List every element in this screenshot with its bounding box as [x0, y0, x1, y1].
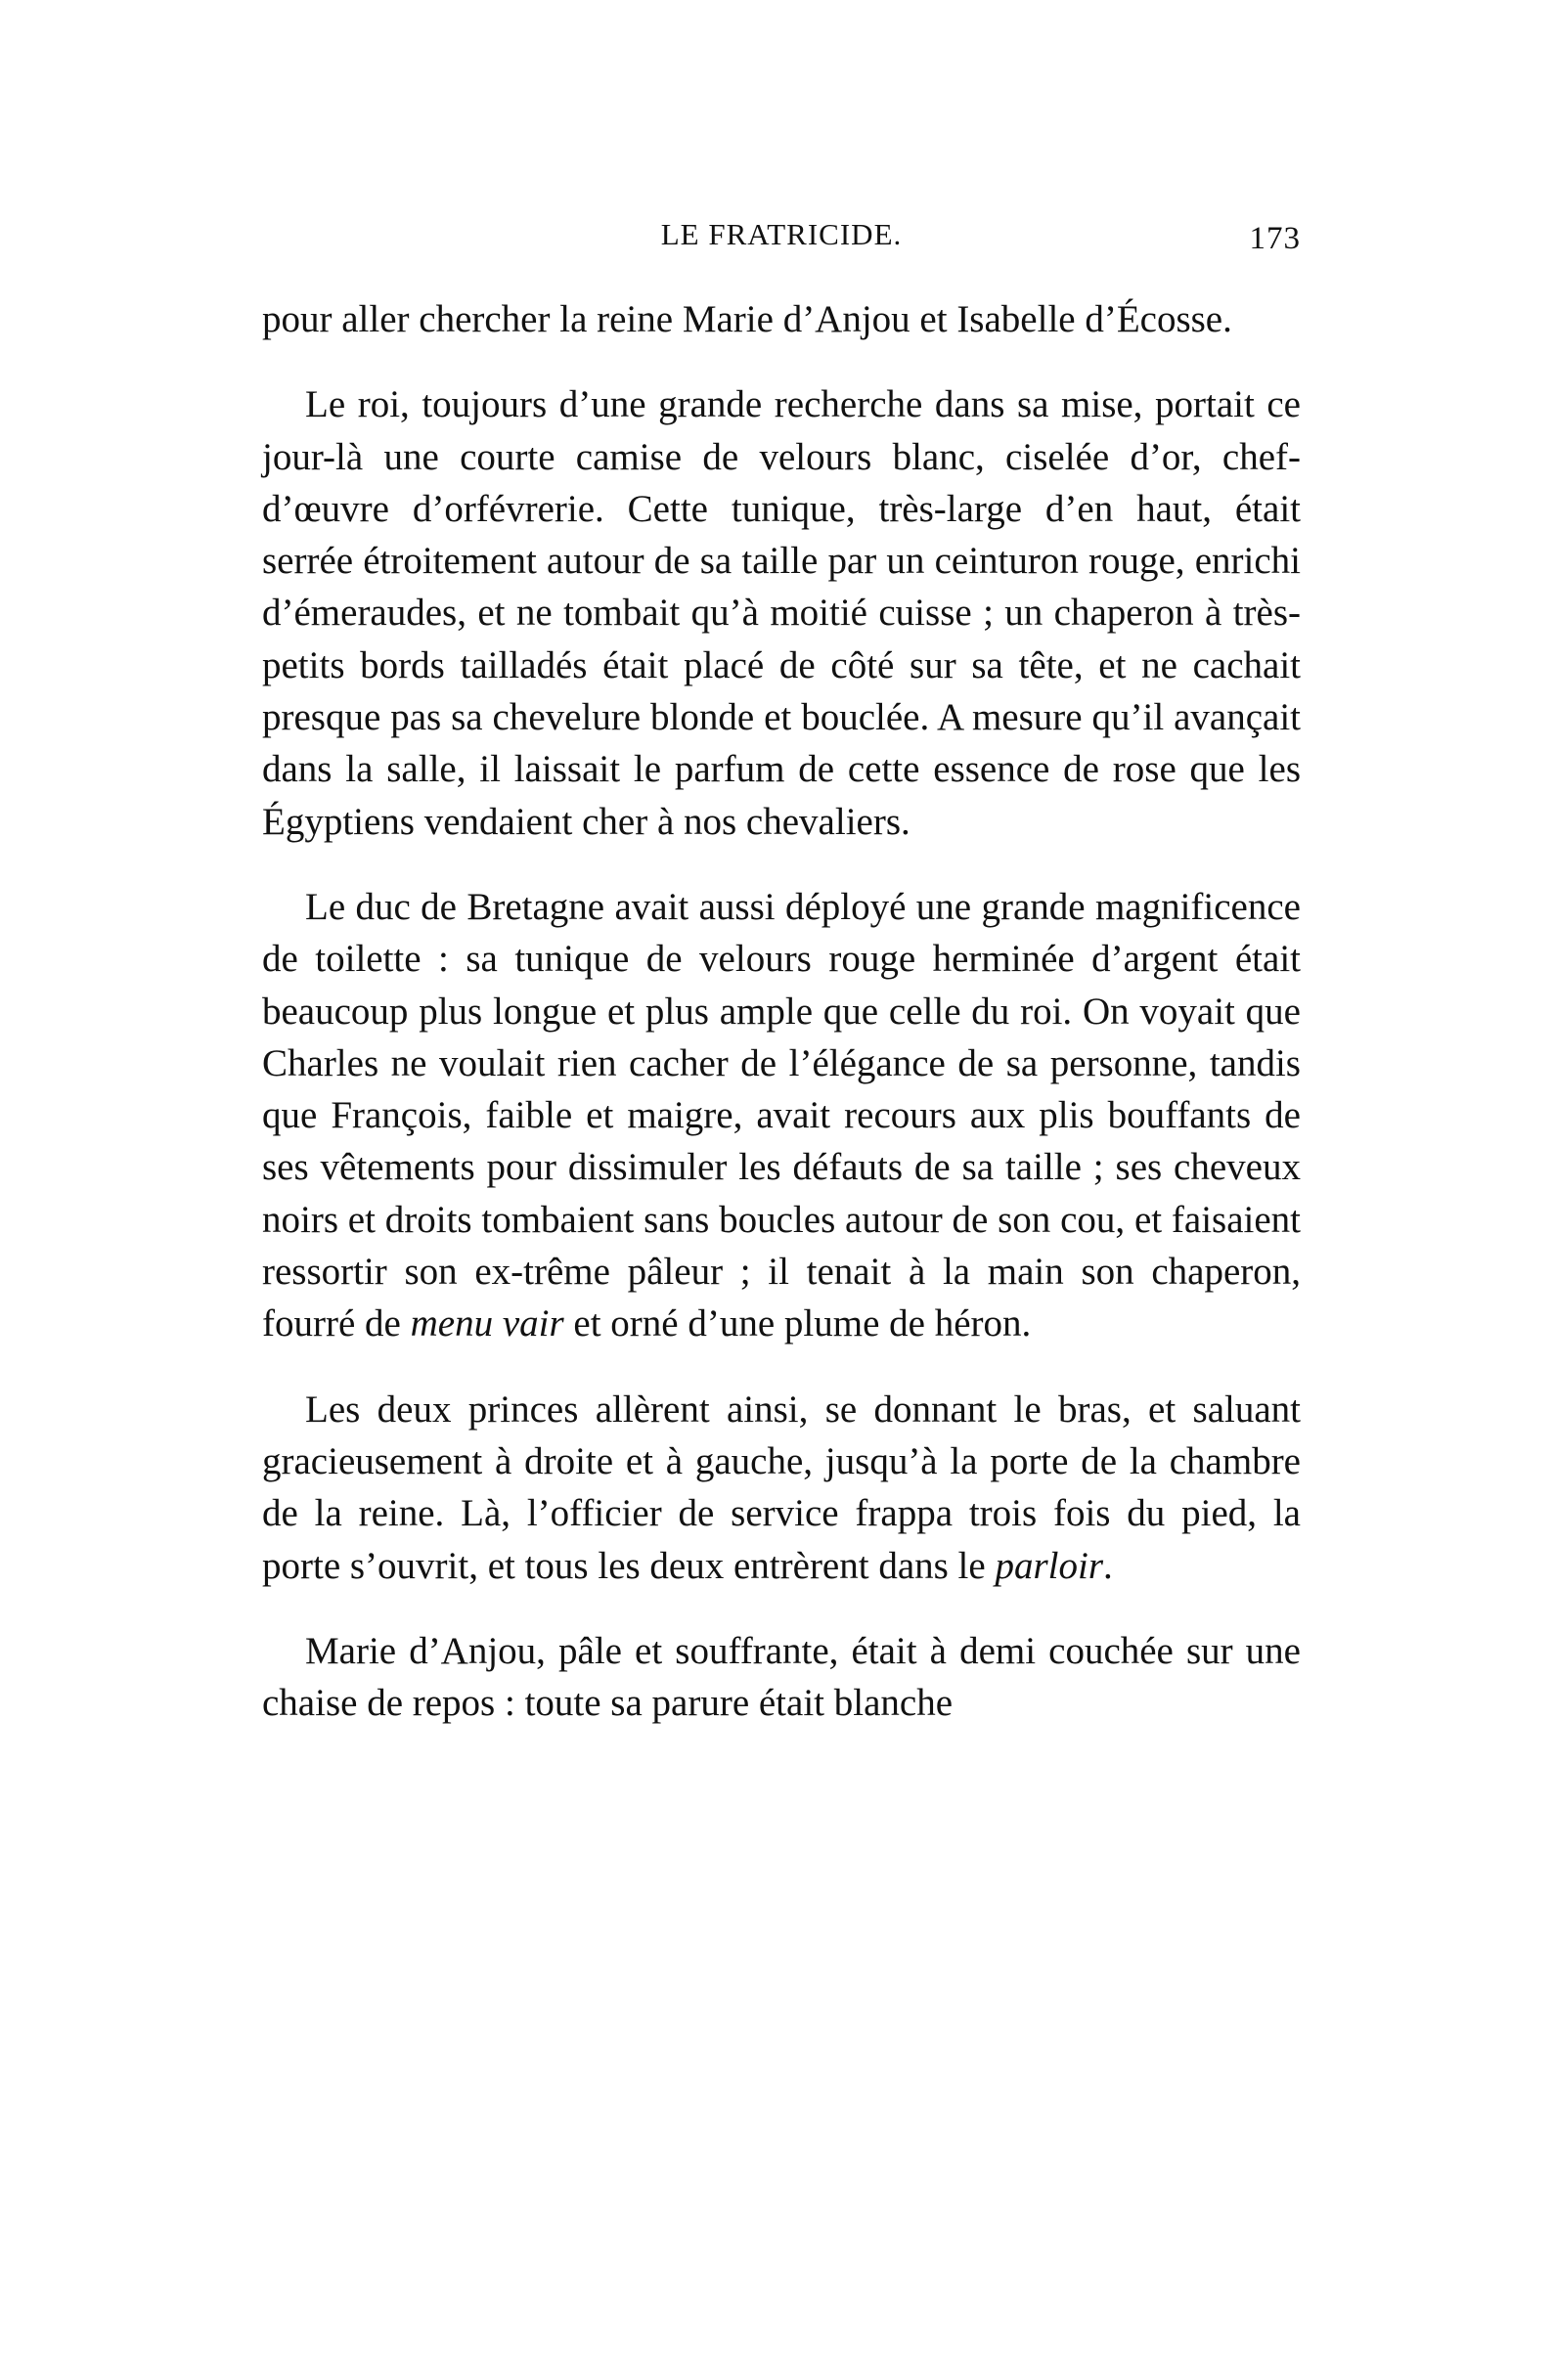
running-title: LE FRATRICIDE.: [660, 217, 903, 251]
paragraph-text: Les deux princes allèrent ainsi, se donnant le bras, et saluant gracieusement à droite et à gauche, jusqu’à la porte de la chambre de la reine. Là, l’officier de service frappa trois fois du pied, la porte s’ouvrit, et tous les deux entrèrent dans le: [262, 1388, 1301, 1587]
italic-term: parloir: [995, 1544, 1103, 1587]
paragraph-king-attire: Le roi, toujours d’une grande recherche dans sa mise, portait ce jour-là une courte camise de velours blanc, ciselée d’or, chef-d’œuvre d’orfévrerie. Cette tunique, très-large d’en haut, était serrée étroitement autour de sa taille par un ceinturon rouge, enrichi d’émeraudes, et ne tombait qu’à moitié cuisse ; un chaperon à très-petits bords tailladés était placé de côté sur sa tête, et ne cachait presque pas sa chevelure blonde et bouclée. A mesure qu’il avançait dans la salle, il laissait le parfum de cette essence de rose que les Égyptiens vendaient cher à nos chevaliers.: [262, 383, 1301, 843]
italic-term: menu vair: [410, 1302, 564, 1345]
paragraph-text: .: [1103, 1544, 1113, 1587]
paragraph-continuation: pour aller chercher la reine Marie d’Anjou et Isabelle d’Écosse.: [262, 298, 1232, 340]
paragraph-queen: Marie d’Anjou, pâle et souffrante, était à demi couchée sur une chaise de repos : toute sa parure était blanche: [262, 1629, 1301, 1725]
page-number: 173: [1249, 221, 1301, 256]
body-text: [262, 293, 1301, 1729]
paragraph-text: et orné d’une plume de héron.: [573, 1302, 1032, 1345]
paragraph-princes-enter: [262, 1384, 1301, 1592]
paragraph-text: Le duc de Bretagne avait aussi déployé une grande magnificence de toilette : sa tunique de velours rouge herminée d’argent était beaucoup plus longue et plus ample que celle du roi. On voyait que Charles ne voulait rien cacher de l’élégance de sa personne, tandis que François, faible et maigre, avait recours aux plis bouffants de ses vêtements pour dissimuler les défauts de sa taille ; ses cheveux noirs et droits tombaient sans boucles autour de son cou, et faisaient ressortir son ex-trême pâleur ; il tenait à la main son chaperon, fourré de: [262, 885, 1301, 1345]
running-head: [262, 217, 1301, 266]
paragraph-duke-attire: [262, 881, 1301, 1350]
